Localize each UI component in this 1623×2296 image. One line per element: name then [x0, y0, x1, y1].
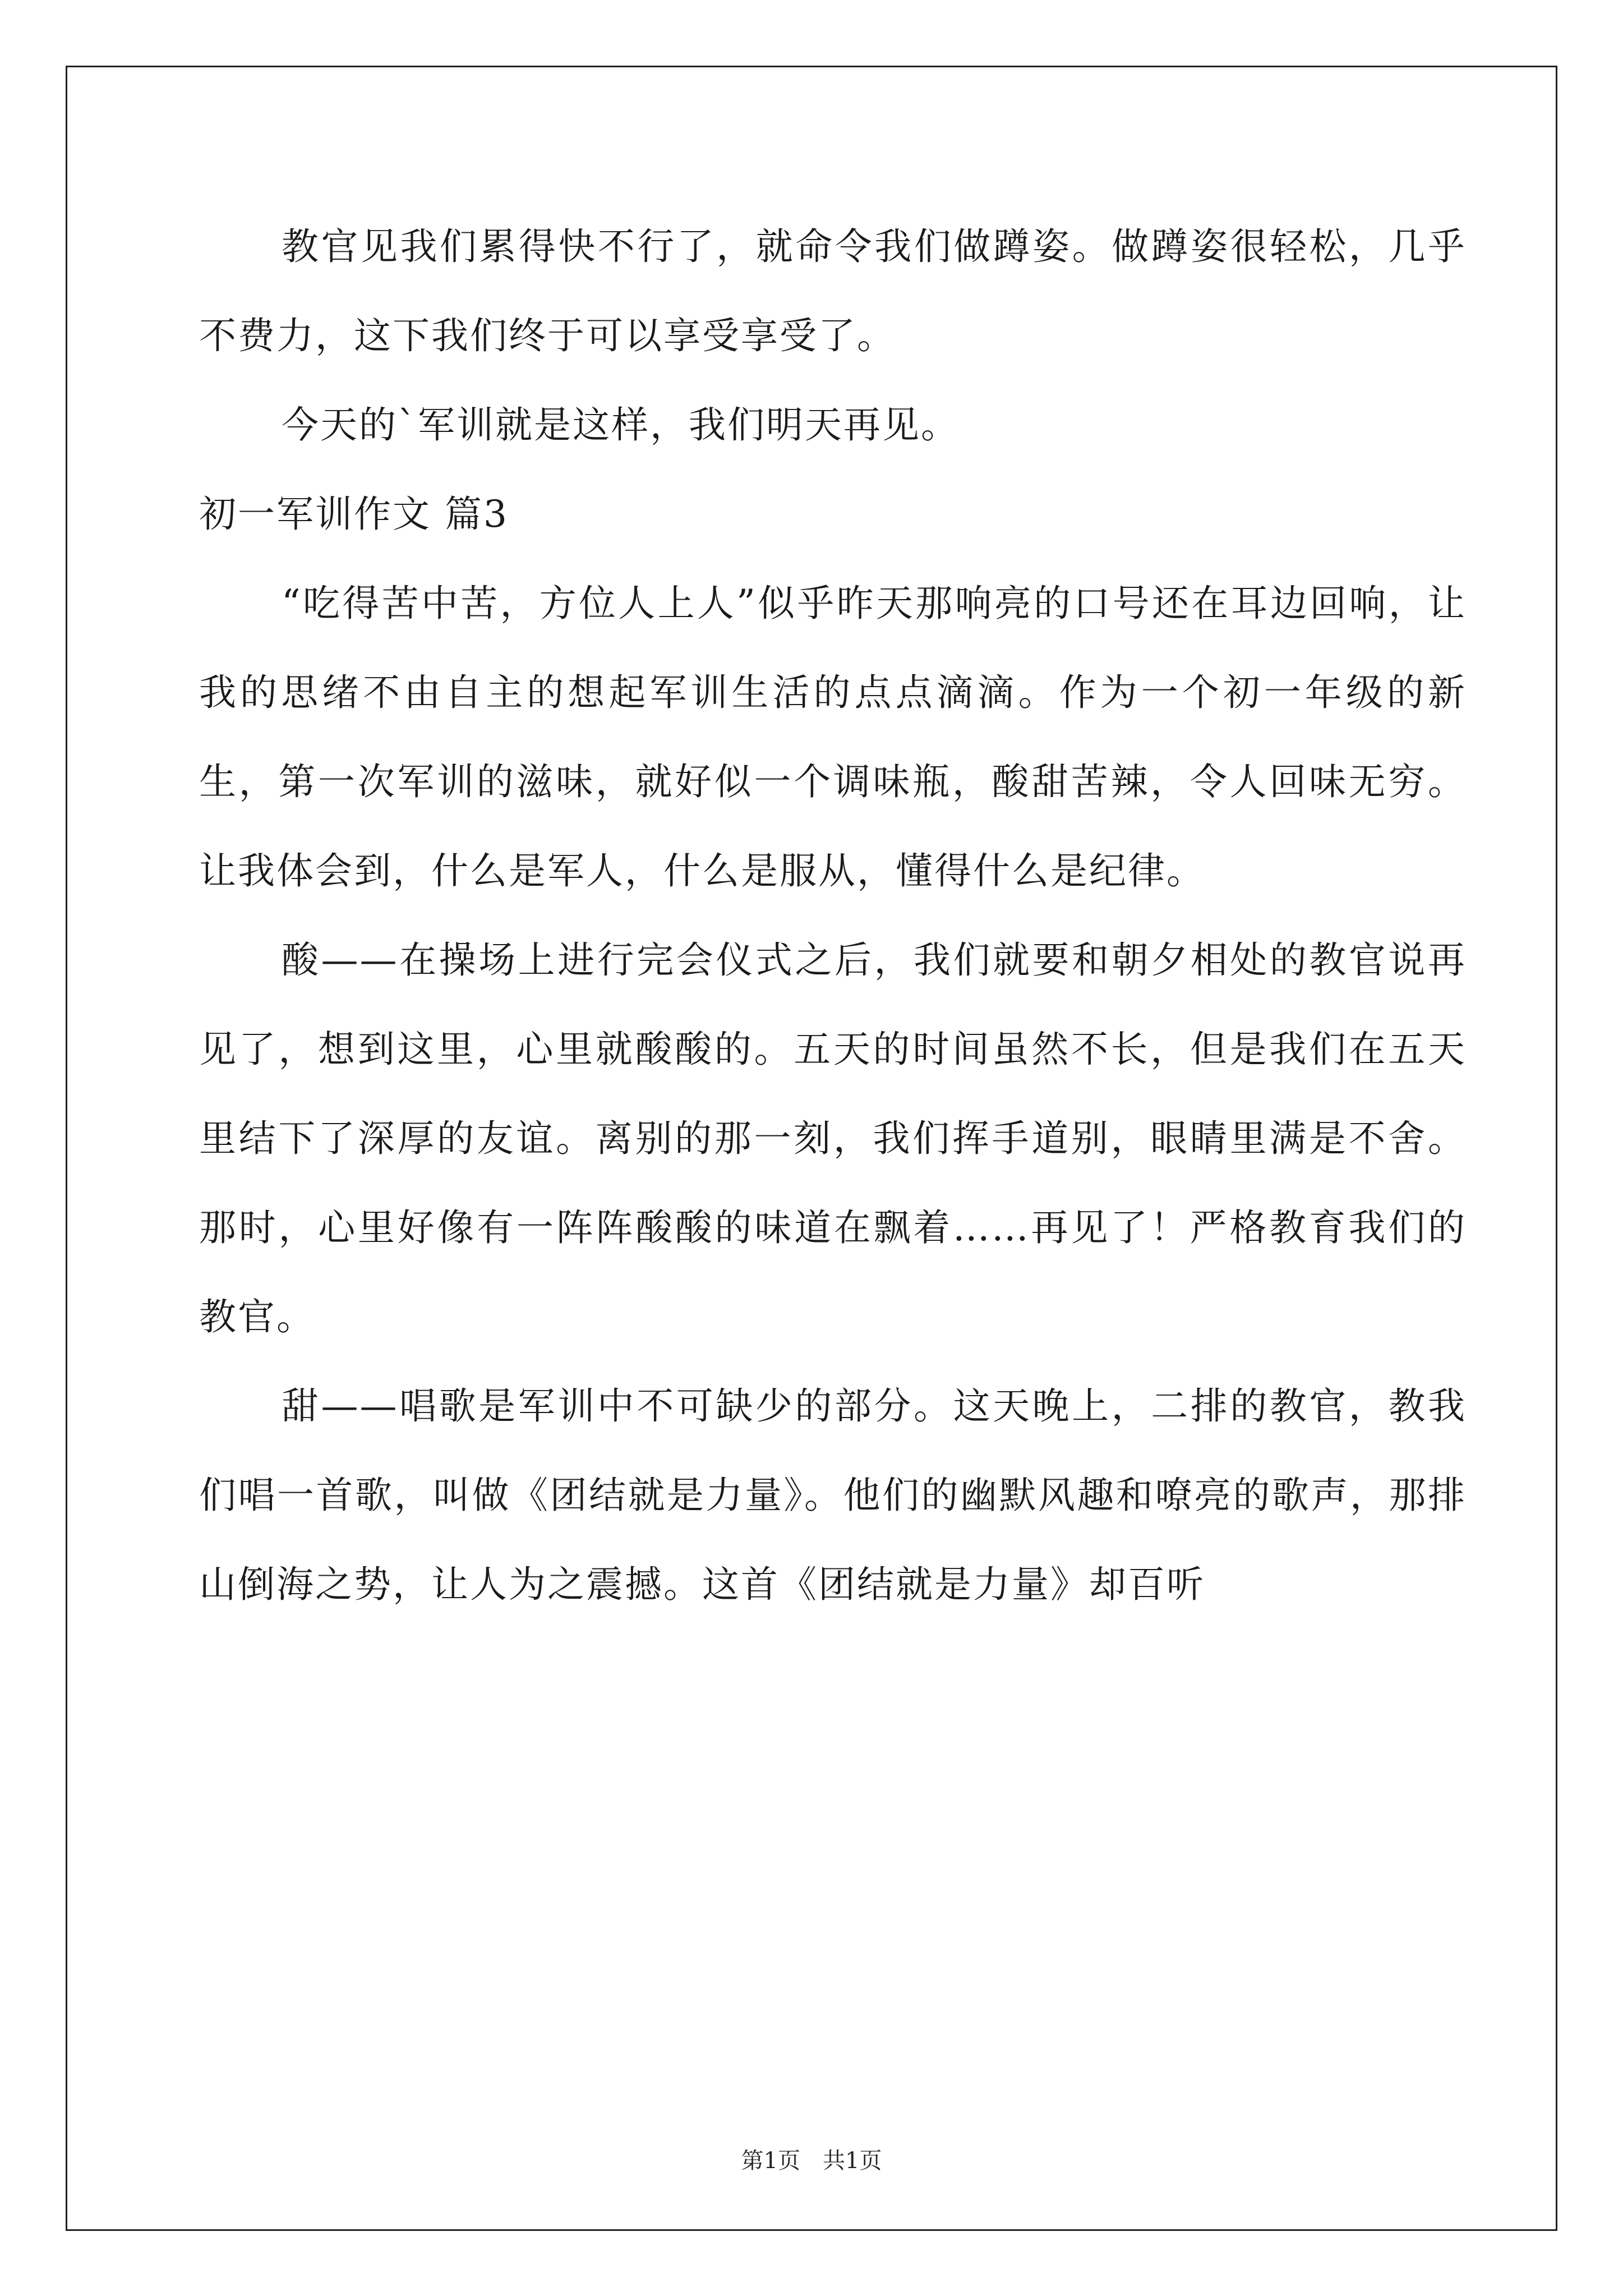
- paragraph-intro: “吃得苦中苦，方位人上人”似乎昨天那响亮的口号还在耳边回响，让我的思绪不由自主的想起军训生活的点点滴滴。作为一个初一年级的新生，第一次军训的滋味，就好似一个调味瓶，酸甜苦辣，令人回味无穷。让我体会到，什么是军人，什么是服从，懂得什么是纪律。: [199, 582, 1467, 892]
- document-body: [199, 202, 1467, 1629]
- paragraph-squat-rest: 教官见我们累得快不行了，就命令我们做蹲姿。做蹲姿很轻松，几乎不费力，这下我们终于可以享受享受了。: [199, 225, 1467, 357]
- paragraph-see-you-tomorrow: 今天的`军训就是这样，我们明天再见。: [282, 403, 960, 447]
- section-heading: 初一军训作文 篇3: [199, 493, 509, 536]
- page-number-footer: 第1页 共1页: [741, 2148, 882, 2174]
- paragraph-sour: 酸——在操场上进行完会仪式之后，我们就要和朝夕相处的教官说再见了，想到这里，心里就酸酸的。五天的时间虽然不长，但是我们在五天里结下了深厚的友谊。离别的那一刻，我们挥手道别，眼睛里满是不舍。那时，心里好像有一阵阵酸酸的味道在飘着……再见了！严格教育我们的教官。: [199, 938, 1467, 1338]
- paragraph-sweet: 甜——唱歌是军训中不可缺少的部分。这天晚上，二排的教官，教我们唱一首歌，叫做《团结就是力量》。他们的幽默风趣和嘹亮的歌声，那排山倒海之势，让人为之震撼。这首《团结就是力量》却百听: [199, 1384, 1467, 1606]
